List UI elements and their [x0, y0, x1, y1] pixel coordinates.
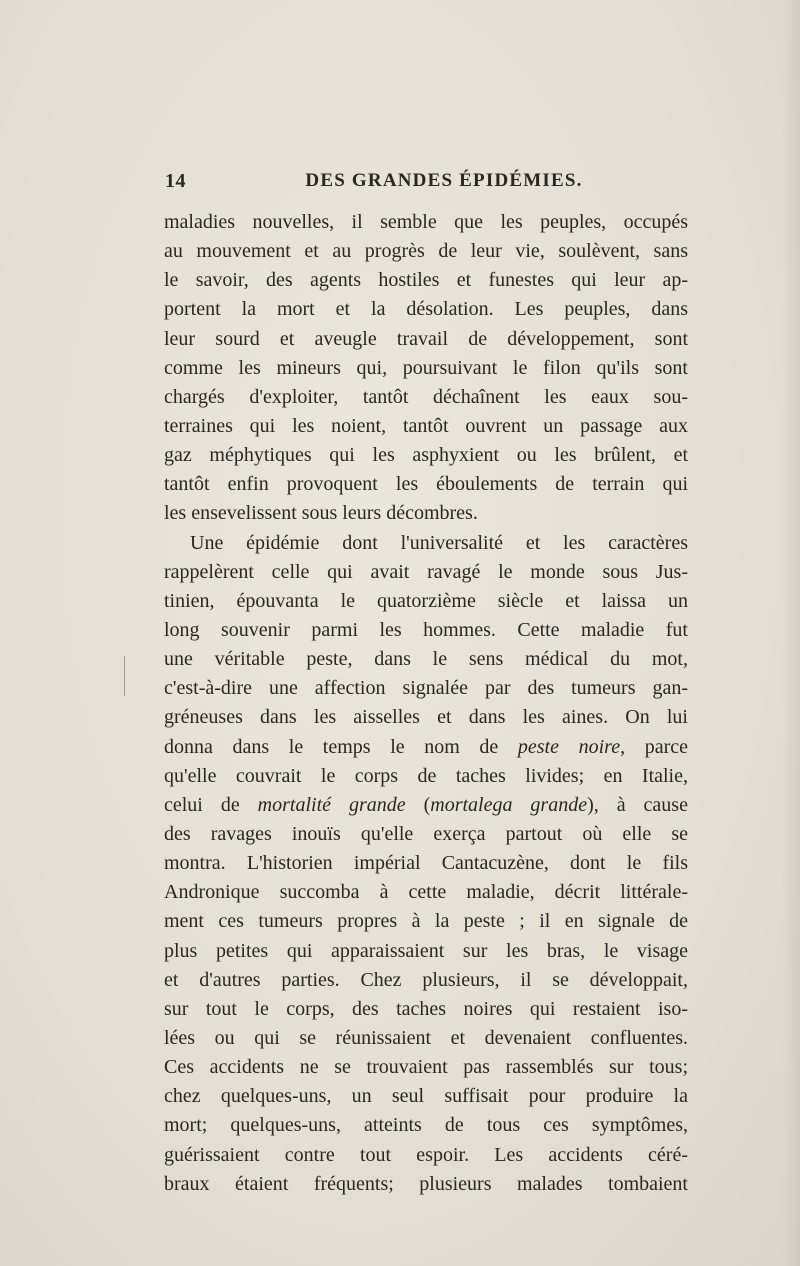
text-line: portent la mort et la désolation. Les peuples, dans [164, 298, 688, 321]
text-segment: , parce [620, 735, 688, 758]
italic-term: mortalité grande [257, 793, 406, 816]
text-line: qu'elle couvrait le corps de taches livides; en Italie, [164, 764, 688, 787]
body-text [164, 208, 688, 1199]
text-line: maladies nouvelles, il semble que les peuples, occupés [164, 211, 688, 233]
page-edge-shadow [782, 0, 800, 1266]
text-line: mort; quelques-uns, atteints de tous ces symptômes, [164, 1114, 688, 1137]
text-segment: ( [405, 793, 431, 816]
text-line: rappelèrent celle qui avait ravagé le monde sous Jus- [164, 560, 688, 583]
text-line: plus petites qui apparaissaient sur les bras, le visage [164, 939, 688, 962]
text-line: Ces accidents ne se trouvaient pas rassemblés sur tous; [164, 1056, 688, 1079]
text-line: lées ou qui se réunissaient et devenaient confluentes. [164, 1026, 688, 1049]
text-line: des ravages inouïs qu'elle exerça partout où elle se [164, 822, 688, 845]
page-number: 14 [165, 170, 186, 192]
text-line: braux étaient fréquents; plusieurs malades tombaient [164, 1172, 688, 1195]
text-line: c'est-à-dire une affection signalée par des tumeurs gan- [164, 677, 688, 700]
text-line: chez quelques-uns, un seul suffisait pour produire la [164, 1085, 688, 1108]
text-line: chargés d'exploiter, tantôt déchaînent les eaux sou- [164, 385, 688, 408]
text-line: tantôt enfin provoquent les éboulements de terrain qui [164, 473, 688, 496]
text-line: gréneuses dans les aisselles et dans les aines. On lui [164, 706, 688, 729]
page-header [165, 170, 685, 200]
text-line [164, 733, 688, 762]
text-line: montra. L'historien impérial Cantacuzène, dont le fils [164, 852, 688, 875]
text-line: Andronique succomba à cette maladie, décrit littérale- [164, 881, 688, 904]
text-line: leur sourd et aveugle travail de développement, sont [164, 327, 688, 350]
italic-term: mortalega grande [430, 793, 588, 816]
text-line: et d'autres parties. Chez plusieurs, il se développait, [164, 968, 688, 991]
text-line: tinien, épouvanta le quatorzième siècle et laissa un [164, 589, 688, 612]
text-line: le savoir, des agents hostiles et funestes qui leur ap- [164, 269, 688, 292]
text-line: au mouvement et au progrès de leur vie, soulèvent, sans [164, 240, 688, 263]
text-segment: donna dans le temps le nom de [164, 735, 518, 758]
text-line: ment ces tumeurs propres à la peste ; il en signale de [164, 910, 688, 933]
text-segment: ), à cause [587, 793, 688, 816]
running-title: DES GRANDES ÉPIDÉMIES. [305, 170, 583, 191]
text-line: sur tout le corps, des taches noires qui restaient iso- [164, 997, 688, 1020]
text-line: guérissaient contre tout espoir. Les accidents céré- [164, 1143, 688, 1166]
text-line-paragraph-start: Une épidémie dont l'universalité et les caractères [190, 531, 688, 554]
text-line: une véritable peste, dans le sens médical du mot, [164, 648, 688, 671]
text-line: terraines qui les noient, tantôt ouvrent un passage aux [164, 414, 688, 437]
italic-term: peste noire [517, 735, 621, 758]
text-segment: celui de [164, 793, 258, 816]
text-line: long souvenir parmi les hommes. Cette maladie fut [164, 618, 688, 641]
text-line [164, 791, 688, 820]
margin-mark [124, 656, 125, 696]
text-line: comme les mineurs qui, poursuivant le filon qu'ils sont [164, 356, 688, 379]
text-line: gaz méphytiques qui les asphyxient ou les brûlent, et [164, 444, 688, 467]
text-line-paragraph-end: les ensevelissent sous leurs décombres. [164, 502, 478, 525]
